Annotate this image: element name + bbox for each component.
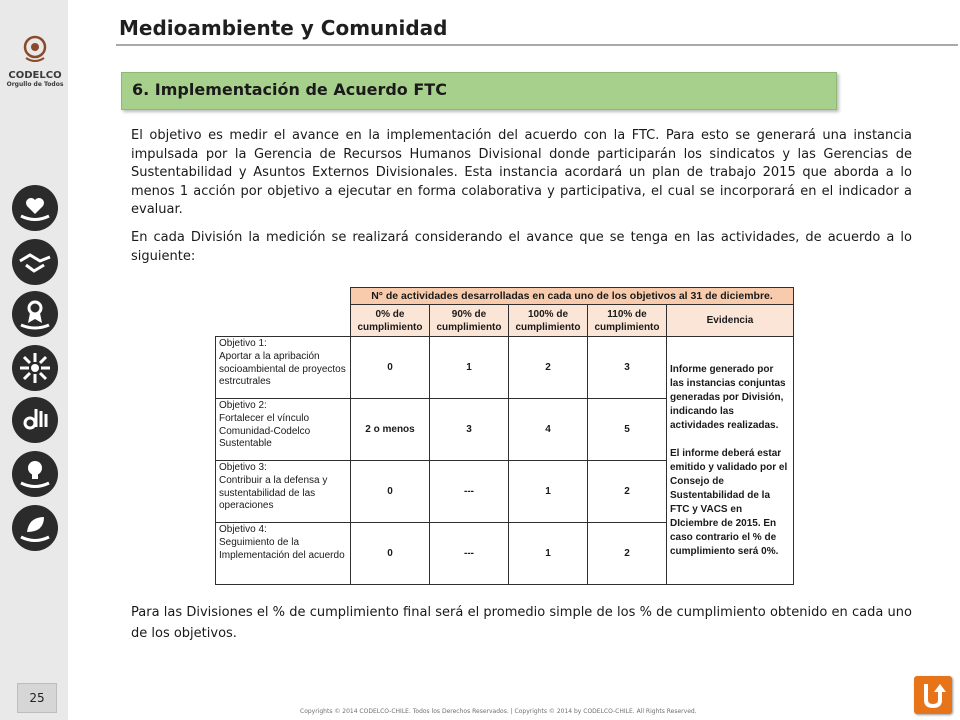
title-divider [116, 44, 958, 46]
section-header [121, 72, 837, 110]
value-cell: 2 [588, 523, 667, 585]
codelco-logo[interactable] [4, 34, 66, 88]
page-title: Medioambiente y Comunidad [119, 16, 448, 40]
evidence-cell: Informe generado por las instancias conjuntas generadas por División, indicando las actividades realizadas. El informe deberá estar emitido y validado por el Consejo de Sustentabilidad de la FTC y VACS en DIciembre de 2015. En caso contrario el % de cumplimiento será 0%. [667, 337, 794, 585]
heart-hand-icon[interactable] [12, 185, 58, 231]
sidebar [0, 0, 68, 720]
table-top-header: N° de actividades desarrolladas en cada uno de los objetivos al 31 de diciembre. [351, 288, 794, 305]
col-header-evidencia: Evidencia [667, 305, 794, 337]
col-header-90pct: 90% de cumplimiento [430, 305, 509, 337]
logo-tagline: Orgullo de Todos [6, 81, 64, 88]
objective-cell: Objetivo 2: Fortalecer el vínculo Comunidad-Codelco Sustentable [216, 399, 351, 461]
back-button[interactable] [914, 676, 952, 714]
person-award-icon[interactable] [12, 291, 58, 337]
return-arrow-icon [914, 676, 952, 714]
section-title: 6. Implementación de Acuerdo FTC [132, 80, 447, 99]
value-cell: 2 o menos [351, 399, 430, 461]
arrows-hub-icon[interactable] [12, 345, 58, 391]
value-cell: 0 [351, 461, 430, 523]
objective-cell: Objetivo 4: Seguimiento de la Implementación del acuerdo [216, 523, 351, 585]
col-header-110pct: 110% de cumplimiento [588, 305, 667, 337]
value-cell: 1 [509, 523, 588, 585]
value-cell: --- [430, 523, 509, 585]
objective-cell: Objetivo 3: Contribuir a la defensa y sustentabilidad de las operaciones [216, 461, 351, 523]
logo-brand: CODELCO [8, 70, 62, 81]
value-cell: 0 [351, 337, 430, 399]
ok-hand-icon[interactable] [12, 397, 58, 443]
value-cell: 0 [351, 523, 430, 585]
col-header-100pct: 100% de cumplimiento [509, 305, 588, 337]
value-cell: 2 [509, 337, 588, 399]
table-corner-blank [216, 305, 351, 337]
value-cell: 2 [588, 461, 667, 523]
col-header-0pct: 0% de cumplimiento [351, 305, 430, 337]
final-compliance-paragraph: Para las Divisiones el % de cumplimiento final será el promedio simple de los % de cumplimiento obtenido en cada uno de los objetivos. [131, 605, 912, 641]
value-cell: --- [430, 461, 509, 523]
objective-cell: Objetivo 1: Aportar a la apribación socioambiental de proyectos estrcutrales [216, 337, 351, 399]
value-cell: 1 [509, 461, 588, 523]
value-cell: 1 [430, 337, 509, 399]
lightbulb-hand-icon[interactable] [12, 451, 58, 497]
value-cell: 4 [509, 399, 588, 461]
value-cell: 3 [588, 337, 667, 399]
table-row [216, 337, 794, 399]
codelco-emblem-icon [20, 34, 50, 64]
page-number: 25 [17, 683, 57, 713]
table-corner-blank [216, 288, 351, 305]
objective-paragraph: El objetivo es medir el avance en la implementación del acuerdo con la FTC. Para esto se generará una instancia impulsada por la Gerencia de Recursos Humanos Divisional donde participarán los sindicatos y las Gerencias de Sustentabilidad y Asuntos Externos Divisionales. Esta instancia acordará un plan de trabajo 2015 que aborda a lo menos 1 acción por objetivo a ejecutar en forma colaborativa y participativa, el cual se incorporará en el indicador a evaluar. [131, 128, 912, 217]
leaf-hand-icon[interactable] [12, 505, 58, 551]
value-cell: 3 [430, 399, 509, 461]
copyright-notice: Copyrights © 2014 CODELCO-CHILE. Todos los Derechos Reservados. | Copyrights © 2014 by CODELCO-CHILE. All Rights Reserved. [300, 708, 697, 715]
measurement-paragraph: En cada División la medición se realizará considerando el avance que se tenga en las actividades, de acuerdo a lo siguiente: [131, 230, 912, 264]
value-cell: 5 [588, 399, 667, 461]
handshake-icon[interactable] [12, 239, 58, 285]
ftc-activities-table [215, 287, 794, 585]
